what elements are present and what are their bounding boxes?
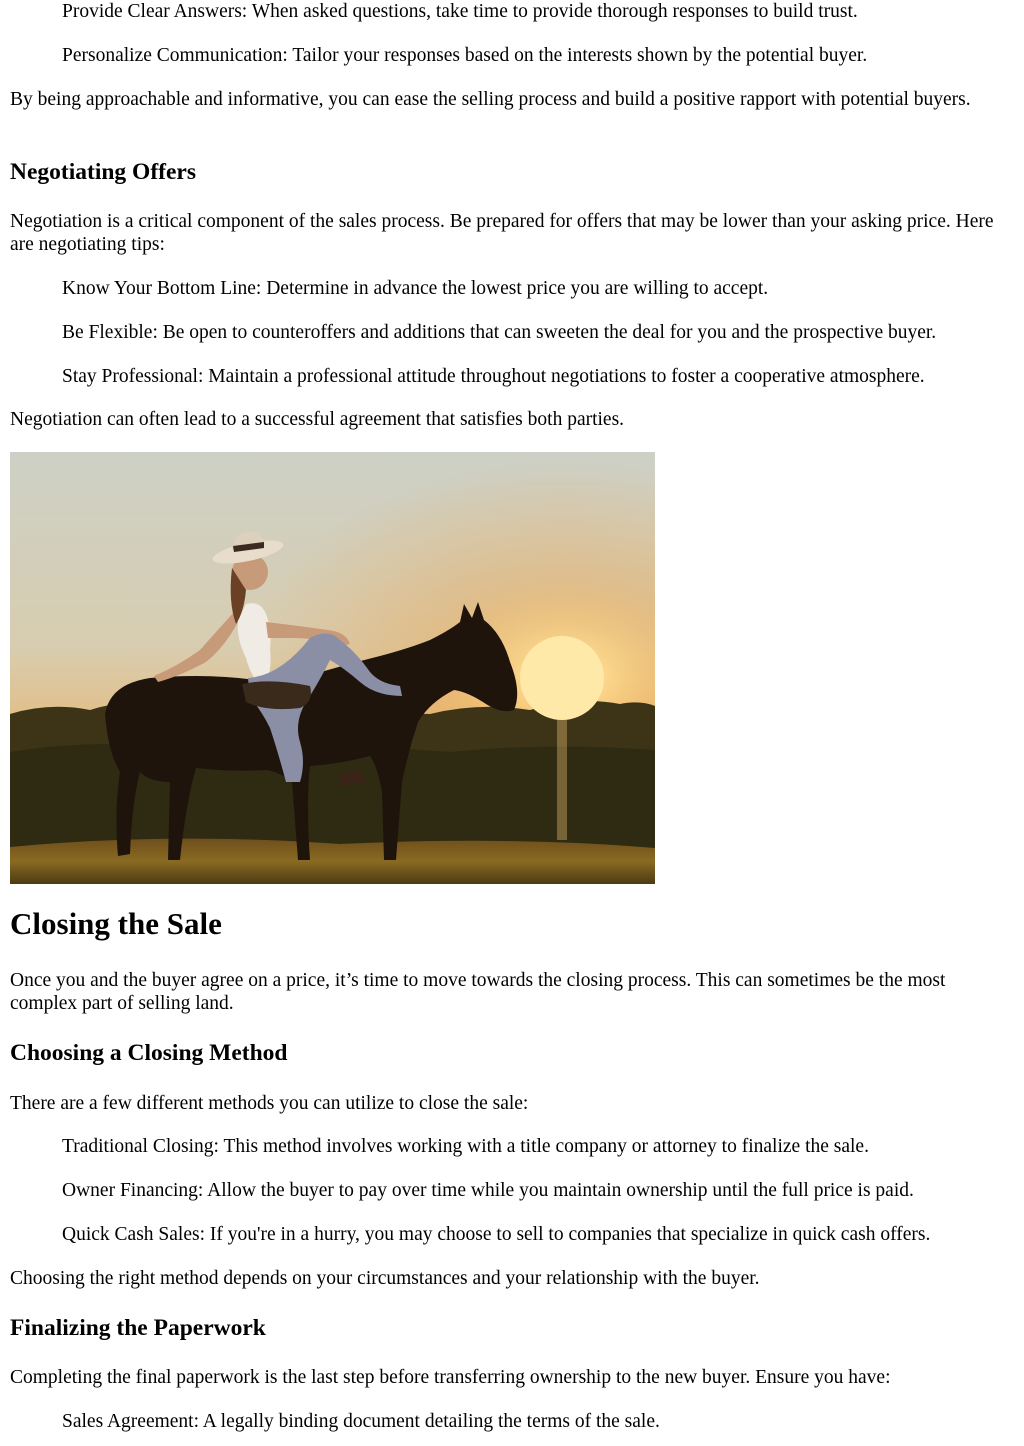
list-item: Stay Professional: Maintain a professional attitude throughout negotiations to foster a cooperative atmosphere. — [62, 366, 925, 387]
paragraph: Choosing the right method depends on your circumstances and your relationship with the buyer. — [10, 1268, 760, 1289]
list-item: Sales Agreement: A legally binding document detailing the terms of the sale. — [62, 1411, 660, 1432]
list-item: Provide Clear Answers: When asked questions, take time to provide thorough responses to build trust. — [62, 1, 858, 22]
cowgirl-horse-sunset-photo — [10, 452, 655, 884]
paragraph: Completing the final paperwork is the last step before transferring ownership to the new buyer. Ensure you have: — [10, 1367, 891, 1388]
paragraph: Negotiation is a critical component of the sales process. Be prepared for offers that may be lower than your asking price. Here are negotiating tips: — [10, 211, 994, 255]
sun-icon — [520, 636, 604, 720]
list-item: Owner Financing: Allow the buyer to pay over time while you maintain ownership until the full price is paid. — [62, 1180, 914, 1201]
heading-closing-the-sale: Closing the Sale — [10, 906, 222, 941]
paragraph: There are a few different methods you can utilize to close the sale: — [10, 1093, 529, 1114]
paragraph: Once you and the buyer agree on a price, it’s time to move towards the closing process. This can sometimes be the most complex part of selling land. — [10, 970, 946, 1014]
list-item: Traditional Closing: This method involves working with a title company or attorney to finalize the sale. — [62, 1136, 869, 1157]
heading-finalizing-paperwork: Finalizing the Paperwork — [10, 1315, 266, 1341]
list-item: Know Your Bottom Line: Determine in advance the lowest price you are willing to accept. — [62, 278, 769, 299]
list-item: Be Flexible: Be open to counteroffers and additions that can sweeten the deal for you and the prospective buyer. — [62, 322, 937, 343]
list-item: Personalize Communication: Tailor your responses based on the interests shown by the potential buyer. — [62, 45, 868, 66]
paragraph: By being approachable and informative, you can ease the selling process and build a positive rapport with potential buyers. — [10, 89, 971, 110]
paragraph: Negotiation can often lead to a successful agreement that satisfies both parties. — [10, 409, 625, 430]
heading-negotiating-offers: Negotiating Offers — [10, 159, 196, 185]
heading-choosing-closing-method: Choosing a Closing Method — [10, 1040, 288, 1066]
list-item: Quick Cash Sales: If you're in a hurry, you may choose to sell to companies that specialize in quick cash offers. — [62, 1224, 931, 1245]
